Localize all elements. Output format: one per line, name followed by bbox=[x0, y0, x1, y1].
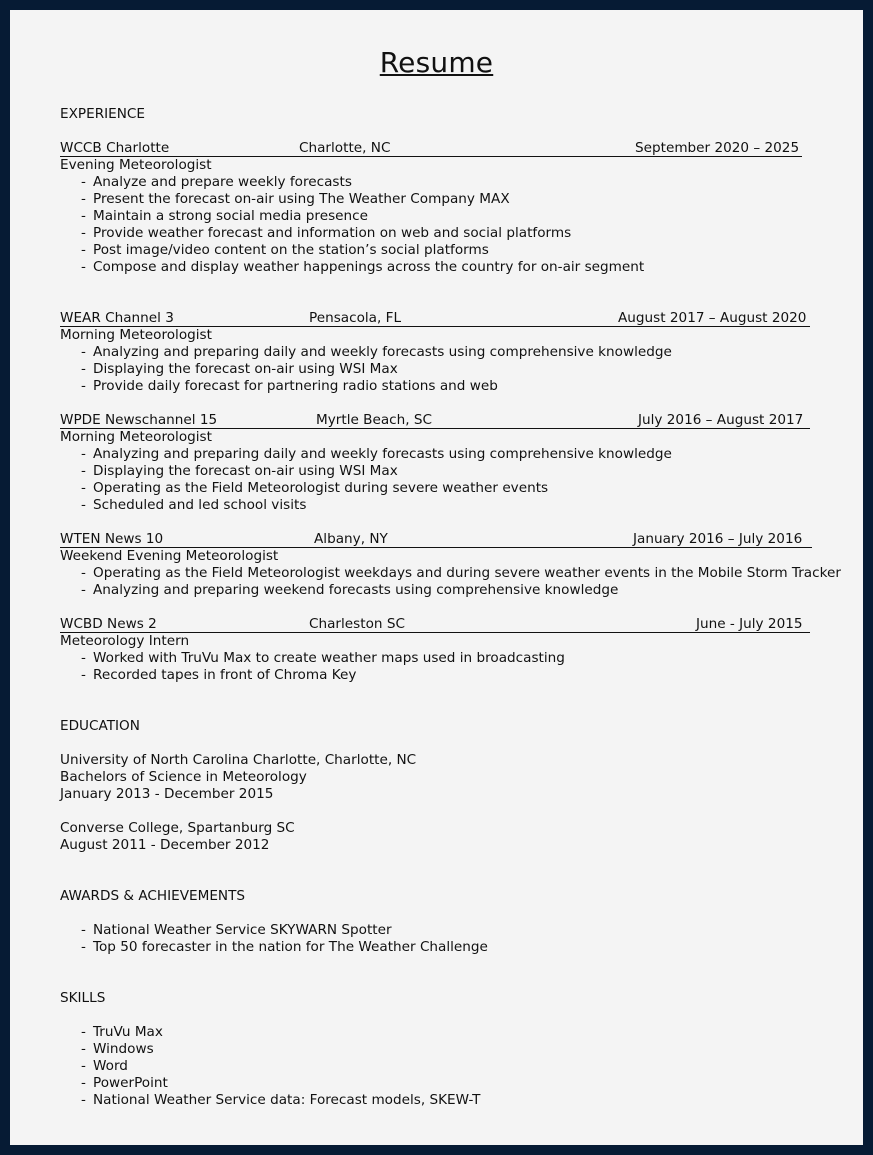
list-item: - Top 50 forecaster in the nation for The Weather Challenge bbox=[60, 939, 820, 956]
job-employer: WEAR Channel 3 bbox=[60, 310, 174, 326]
job-dates: July 2016 – August 2017 bbox=[638, 412, 804, 428]
skills-heading: SKILLS bbox=[60, 990, 106, 1006]
job-role: Morning Meteorologist bbox=[60, 327, 212, 343]
list-item: - Present the forecast on-air using The Weather Company MAX bbox=[60, 191, 820, 208]
job-dates: August 2017 – August 2020 bbox=[618, 310, 807, 326]
job-role: Evening Meteorologist bbox=[60, 157, 212, 173]
list-item: - Recorded tapes in front of Chroma Key bbox=[60, 667, 820, 684]
job-header bbox=[60, 412, 820, 429]
list-item: - National Weather Service data: Forecast models, SKEW-T bbox=[60, 1092, 820, 1109]
list-item: - Displaying the forecast on-air using WSI Max bbox=[60, 361, 820, 378]
list-item: - Analyze and prepare weekly forecasts bbox=[60, 174, 820, 191]
resume-content bbox=[60, 106, 841, 1109]
list-item: - Analyzing and preparing daily and weekly forecasts using comprehensive knowledge bbox=[60, 344, 820, 361]
job-location: Albany, NY bbox=[314, 531, 388, 547]
list-item: - Maintain a strong social media presence bbox=[60, 208, 820, 225]
school-dates: January 2013 - December 2015 bbox=[60, 786, 274, 802]
list-item: - Compose and display weather happenings across the country for on-air segment bbox=[60, 259, 820, 276]
job-header bbox=[60, 616, 820, 633]
job-dates: June - July 2015 bbox=[696, 616, 803, 632]
list-item: - Word bbox=[60, 1058, 820, 1075]
page-title: Resume bbox=[379, 46, 494, 79]
list-item: - National Weather Service SKYWARN Spotter bbox=[60, 922, 820, 939]
job-duties bbox=[60, 650, 820, 684]
job-header bbox=[60, 310, 820, 327]
job-role: Morning Meteorologist bbox=[60, 429, 212, 445]
resume-page bbox=[10, 10, 863, 1145]
job-role: Meteorology Intern bbox=[60, 633, 190, 649]
school-name: University of North Carolina Charlotte, Charlotte, NC bbox=[60, 752, 417, 768]
skills-list bbox=[60, 1024, 820, 1109]
job-duties bbox=[60, 344, 820, 395]
list-item: - Post image/video content on the station’s social platforms bbox=[60, 242, 820, 259]
list-item: - Provide daily forecast for partnering radio stations and web bbox=[60, 378, 820, 395]
job-role: Weekend Evening Meteorologist bbox=[60, 548, 279, 564]
awards-list bbox=[60, 922, 820, 956]
job-location: Pensacola, FL bbox=[309, 310, 402, 326]
job-employer: WPDE Newschannel 15 bbox=[60, 412, 218, 428]
list-item: - Analyzing and preparing weekend forecasts using comprehensive knowledge bbox=[60, 582, 820, 599]
job-location: Charlotte, NC bbox=[299, 140, 391, 156]
job-duties bbox=[60, 174, 820, 276]
school-name: Converse College, Spartanburg SC bbox=[60, 820, 295, 836]
list-item: - Operating as the Field Meteorologist during severe weather events bbox=[60, 480, 820, 497]
list-item: - TruVu Max bbox=[60, 1024, 820, 1041]
list-item: - Windows bbox=[60, 1041, 820, 1058]
list-item: - Provide weather forecast and information on web and social platforms bbox=[60, 225, 820, 242]
list-item: - Scheduled and led school visits bbox=[60, 497, 820, 514]
job-duties bbox=[60, 565, 841, 599]
job-header bbox=[60, 140, 820, 157]
job-location: Charleston SC bbox=[309, 616, 405, 632]
awards-heading: AWARDS & ACHIEVEMENTS bbox=[60, 888, 246, 904]
list-item: - Worked with TruVu Max to create weather maps used in broadcasting bbox=[60, 650, 820, 667]
list-item: - Operating as the Field Meteorologist weekdays and during severe weather events in the Mobile Storm Tracker bbox=[60, 565, 820, 582]
list-item: - Displaying the forecast on-air using WSI Max bbox=[60, 463, 820, 480]
job-duties bbox=[60, 446, 820, 514]
experience-heading: EXPERIENCE bbox=[60, 106, 145, 122]
job-dates: September 2020 – 2025 bbox=[635, 140, 800, 156]
job-header bbox=[60, 531, 820, 548]
list-item: - PowerPoint bbox=[60, 1075, 820, 1092]
job-location: Myrtle Beach, SC bbox=[316, 412, 433, 428]
school-degree: Bachelors of Science in Meteorology bbox=[60, 769, 307, 785]
list-item: - Analyzing and preparing daily and weekly forecasts using comprehensive knowledge bbox=[60, 446, 820, 463]
job-employer: WCCB Charlotte bbox=[60, 140, 170, 156]
job-employer: WCBD News 2 bbox=[60, 616, 157, 632]
job-employer: WTEN News 10 bbox=[60, 531, 164, 547]
education-heading: EDUCATION bbox=[60, 718, 140, 734]
school-dates: August 2011 - December 2012 bbox=[60, 837, 270, 853]
job-dates: January 2016 – July 2016 bbox=[633, 531, 803, 547]
